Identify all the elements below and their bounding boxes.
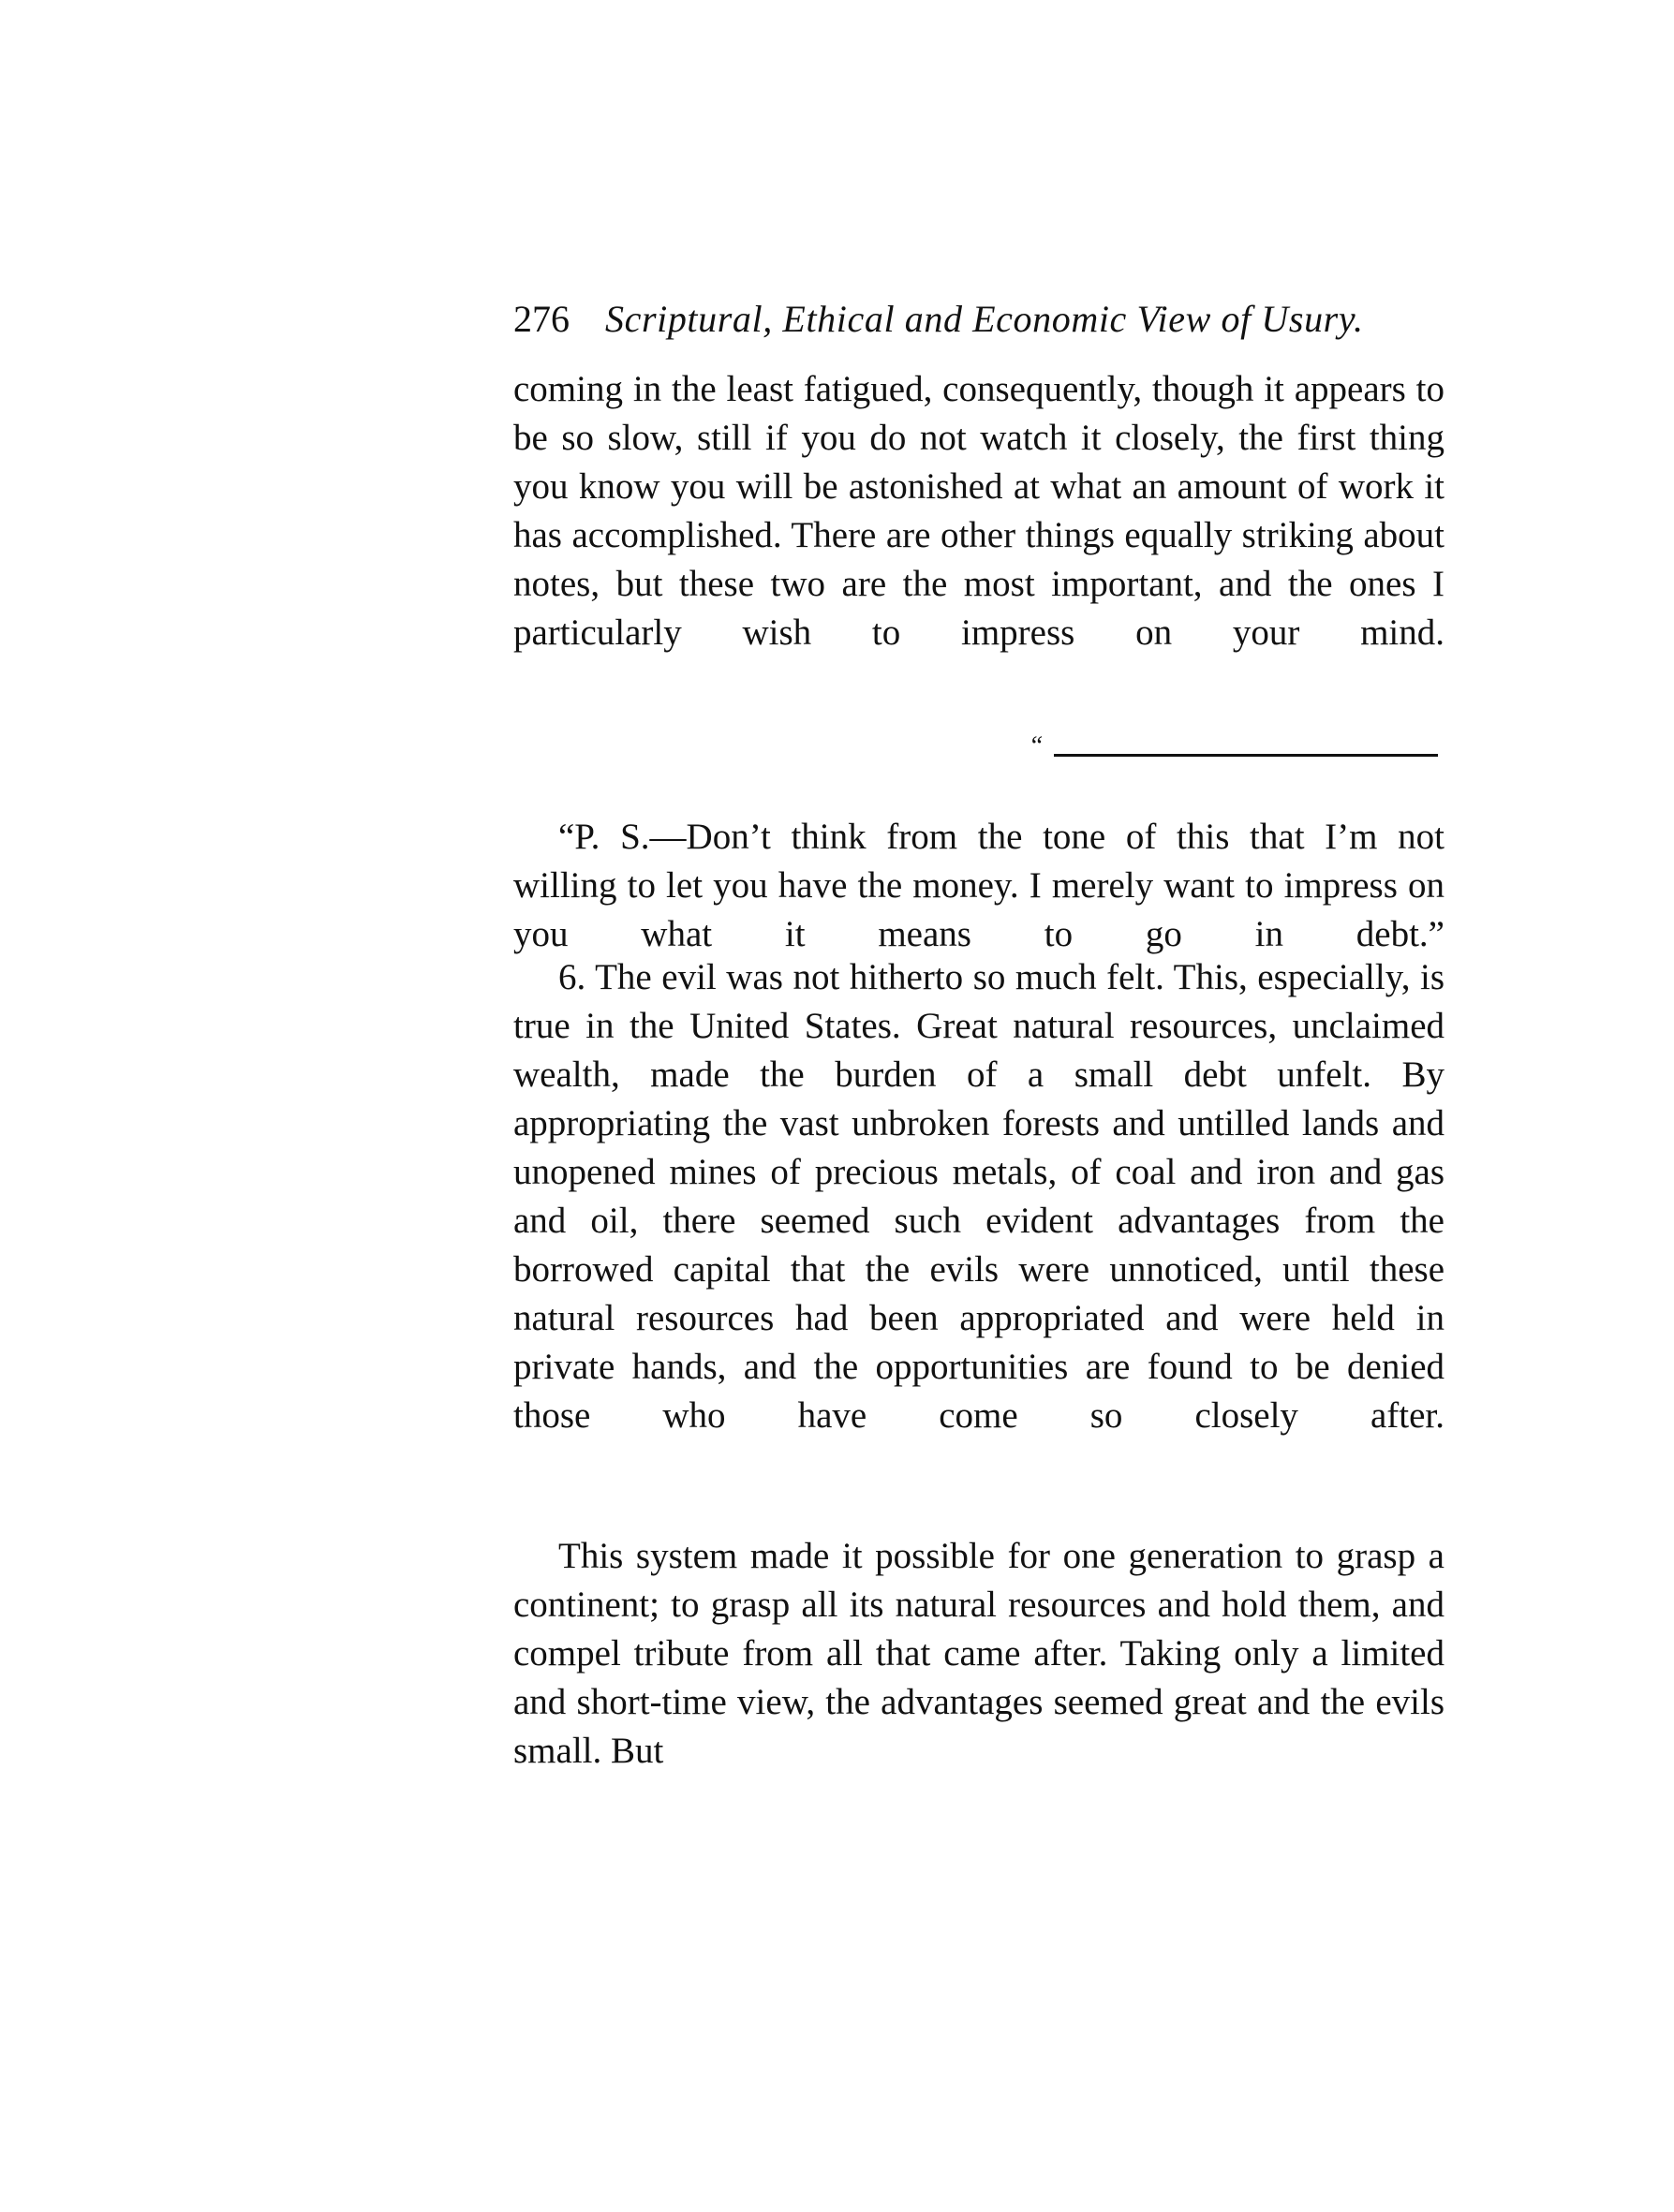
page-number: 276	[513, 298, 570, 340]
running-title: Scriptural, Ethical and Economic View of Usury.	[605, 298, 1364, 340]
opening-quote-mark: “	[1029, 731, 1044, 760]
running-header	[513, 296, 1450, 343]
section-6-paragraph: 6. The evil was not hitherto so much felt. This, especially, is true in the United States. Great natural resources, unclaimed wealth, made the burden of a small debt unfelt. By appropriating the vast unbroken forests and untilled lands and unopened mines of precious metals, of coal and iron and gas and oil, there seemed such evident advantages from the borrowed capital that the evils were unnoticed, until these natural resources had been appropriated and were held in private hands, and the opportunities are found to be denied those who have come so closely after.	[513, 957, 1444, 1436]
closing-paragraph: This system made it possible for one generation to grasp a continent; to grasp all its natural resources and hold them, and compel tribute from all that came after. Taking only a limited and short-time view, the advantages seemed great and the evils small. But	[513, 1536, 1444, 1771]
signature-rule	[1054, 754, 1438, 757]
postscript-paragraph: “P. S.—Don’t think from the tone of this that I’m not willing to let you have the money. I merely want to impress on you what it means to go in debt.”	[513, 817, 1444, 954]
continued-paragraph: coming in the least fatigued, consequently, though it appears to be so slow, still if you do not watch it closely, the first thing you know you will be astonished at what an amount of work it has accomplished. There are other things equally striking about notes, but these two are the most important, and the ones I particularly wish to impress on your mind.	[513, 369, 1444, 653]
